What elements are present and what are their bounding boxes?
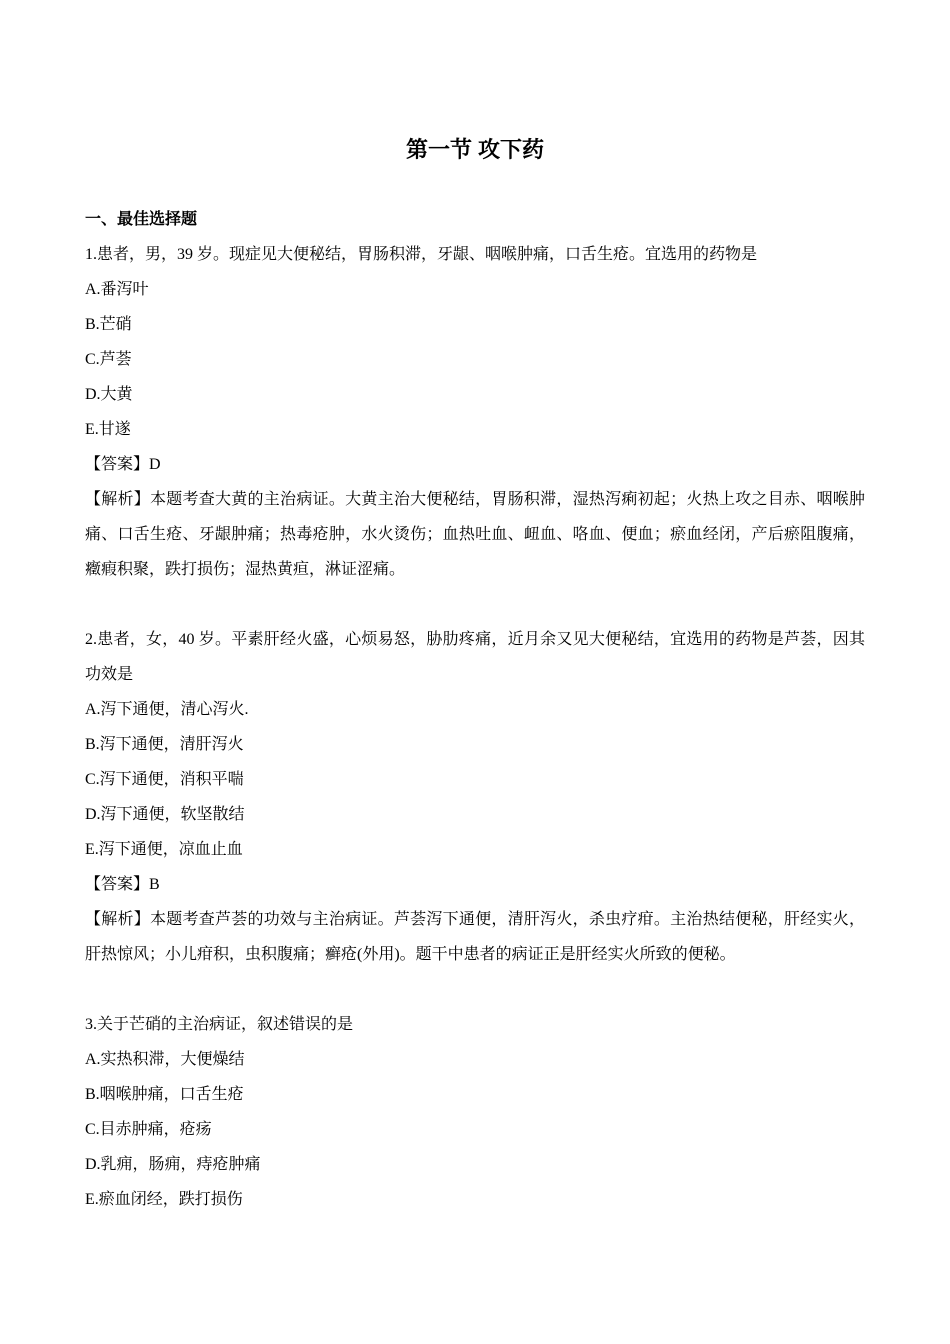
question-3 bbox=[85, 1007, 865, 1217]
question-2-stem: 2.患者，女，40 岁。平素肝经火盛，心烦易怒，胁肋疼痛，近月余又见大便秘结，宜选用的药物是芦荟，因其功效是 bbox=[85, 631, 865, 683]
question-1-option-b: B.芒硝 bbox=[85, 316, 132, 333]
question-3-option-b: B.咽喉肿痛，口舌生疮 bbox=[85, 1086, 244, 1103]
question-2-option-b: B.泻下通便，清肝泻火 bbox=[85, 736, 244, 753]
question-3-option-c: C.目赤肿痛，疮疡 bbox=[85, 1121, 212, 1138]
section-heading: 一、最佳选择题 bbox=[85, 211, 198, 228]
question-1-option-d: D.大黄 bbox=[85, 386, 133, 403]
page-title: 第一节 攻下药 bbox=[405, 137, 545, 162]
question-3-option-a: A.实热积滞，大便燥结 bbox=[85, 1051, 245, 1068]
question-3-option-e: E.瘀血闭经，跌打损伤 bbox=[85, 1191, 243, 1208]
question-1-option-e: E.甘遂 bbox=[85, 421, 131, 438]
question-1-option-a: A.番泻叶 bbox=[85, 281, 149, 298]
spacer bbox=[85, 587, 865, 622]
spacer bbox=[85, 972, 865, 1007]
question-1 bbox=[85, 237, 865, 587]
question-3-option-d: D.乳痈，肠痈，痔疮肿痛 bbox=[85, 1156, 261, 1173]
question-1-analysis: 【解析】本题考查大黄的主治病证。大黄主治大便秘结，胃肠积滞，湿热泻痢初起；火热上攻之目赤、咽喉肿痛、口舌生疮、牙龈肿痛；热毒疮肿，水火烫伤；血热吐血、衄血、咯血、便血；瘀血经闭，产后瘀阻腹痛，癥瘕积聚，跌打损伤；湿热黄疸，淋证涩痛。 bbox=[85, 491, 865, 578]
question-1-stem: 1.患者，男，39 岁。现症见大便秘结，胃肠积滞，牙龈、咽喉肿痛，口舌生疮。宜选用的药物是 bbox=[85, 246, 758, 263]
question-3-stem: 3.关于芒硝的主治病证，叙述错误的是 bbox=[85, 1016, 354, 1033]
question-2-analysis: 【解析】本题考查芦荟的功效与主治病证。芦荟泻下通便，清肝泻火，杀虫疗疳。主治热结便秘，肝经实火，肝热惊风；小儿疳积，虫积腹痛；癣疮(外用)。题干中患者的病证正是肝经实火所致的便秘。 bbox=[85, 911, 865, 963]
question-2 bbox=[85, 622, 865, 972]
question-2-option-d: D.泻下通便，软坚散结 bbox=[85, 806, 245, 823]
question-1-answer: 【答案】D bbox=[85, 456, 161, 473]
question-2-option-e: E.泻下通便，凉血止血 bbox=[85, 841, 243, 858]
question-2-option-c: C.泻下通便，消积平喘 bbox=[85, 771, 244, 788]
question-1-option-c: C.芦荟 bbox=[85, 351, 132, 368]
question-2-option-a: A.泻下通便，清心泻火. bbox=[85, 701, 249, 718]
spacer bbox=[85, 167, 865, 202]
question-2-answer: 【答案】B bbox=[85, 876, 160, 893]
